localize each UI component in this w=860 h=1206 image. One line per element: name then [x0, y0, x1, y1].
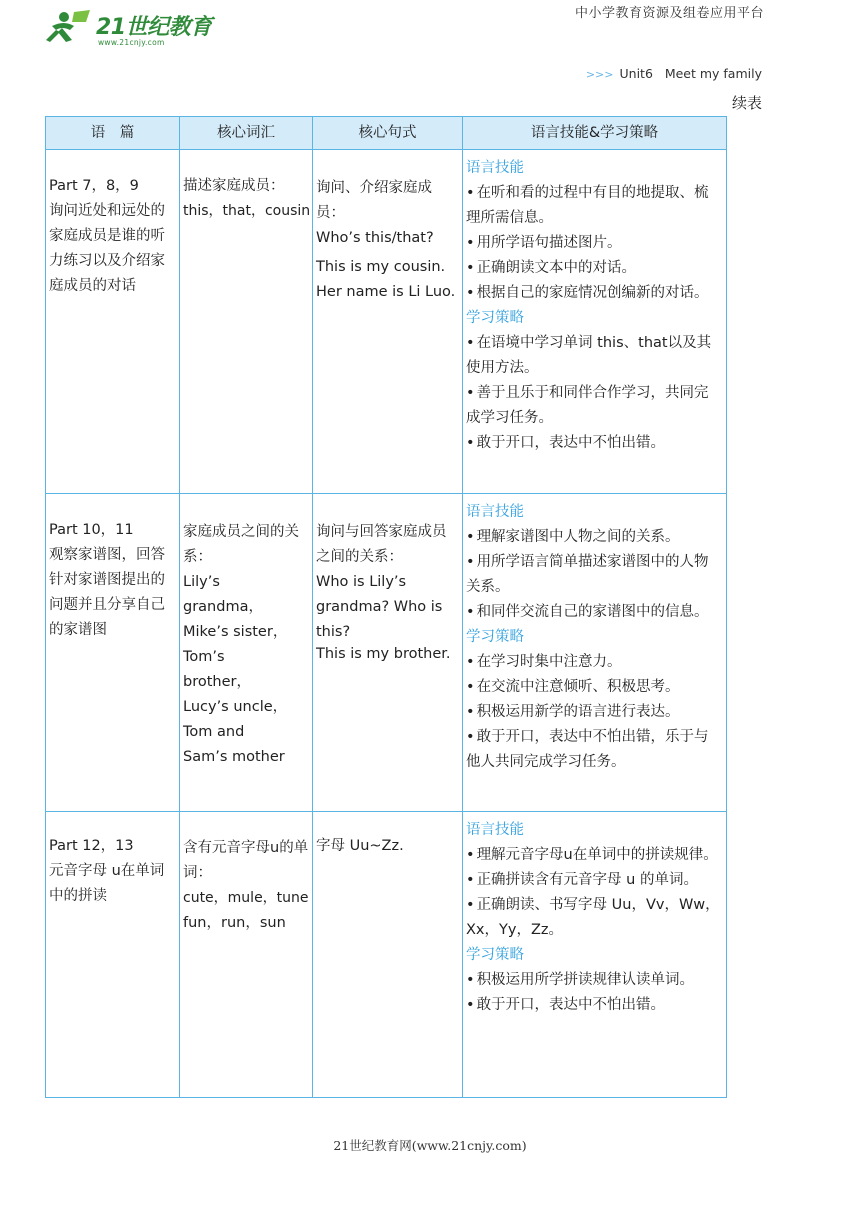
part-label: Part 12，13 — [49, 838, 134, 854]
passage-desc: 询问近处和远处的家庭成员是谁的听力练习以及介绍家庭成员的对话 — [49, 203, 165, 294]
passage-desc: 元音字母 u在单词中的拼读 — [49, 863, 165, 904]
skills-heading: 语言技能 — [466, 504, 524, 520]
passage-cell — [46, 150, 180, 494]
strategy-heading: 学习策略 — [466, 310, 524, 326]
passage-cell — [46, 812, 180, 1098]
skill-item: • 根据自己的家庭情况创编新的对话。 — [466, 281, 723, 306]
curriculum-table — [45, 116, 727, 1098]
strategy-item: • 在交流中注意倾听、积极思考。 — [466, 675, 723, 700]
strategy-item: • 敢于开口，表达中不怕出错，乐于与他人共同完成学习任务。 — [466, 725, 723, 775]
vocab-line: brother， — [183, 674, 251, 690]
strategy-item: • 敢于开口，表达中不怕出错。 — [466, 993, 723, 1018]
vocab-line: Tom and — [183, 724, 245, 740]
skill-item: • 正确朗读、书写字母 Uu，Vv，Ww，Xx，Yy，Zz。 — [466, 893, 723, 943]
vocab-line: Mike’s sister， — [183, 624, 288, 640]
skill-item: • 理解元音字母u在单词中的拼读规律。 — [466, 843, 723, 868]
strategy-item: • 积极运用所学拼读规律认读单词。 — [466, 968, 723, 993]
sentence-cell — [313, 150, 463, 494]
sentence-line: 询问、介绍家庭成员： — [316, 180, 432, 221]
skill-item: • 正确拼读含有元音字母 u 的单词。 — [466, 868, 723, 893]
vocab-line: Lily’s — [183, 574, 220, 590]
arrows-icon: >>> — [585, 68, 614, 81]
part-label: Part 10，11 — [49, 522, 134, 538]
vocab-line: fun，run，sun — [183, 915, 286, 931]
skills-heading: 语言技能 — [466, 822, 524, 838]
vocab-line: Lucy’s uncle， — [183, 699, 288, 715]
skills-cell — [463, 812, 727, 1098]
continued-label: 续表 — [731, 94, 762, 112]
vocab-cell — [180, 150, 313, 494]
sentence-cell — [313, 812, 463, 1098]
runner-logo-icon — [44, 8, 94, 48]
strategy-heading: 学习策略 — [466, 947, 524, 963]
vocab-line: 家庭成员之间的关系： — [183, 524, 299, 565]
table-row — [46, 150, 727, 494]
strategy-item: • 善于且乐于和同伴合作学习，共同完成学习任务。 — [466, 381, 723, 431]
table-row — [46, 494, 727, 812]
logo-url: www.21cnjy.com — [98, 38, 165, 47]
header-skills: 语言技能&学习策略 — [463, 117, 727, 150]
unit-line — [586, 66, 762, 81]
header-vocab: 核心词汇 — [180, 117, 313, 150]
skills-cell — [463, 494, 727, 812]
logo-text: 21世纪教育 — [96, 15, 212, 40]
sentence-line: Who’s this/that? — [316, 230, 434, 246]
skills-heading: 语言技能 — [466, 160, 524, 176]
vocab-line: Tom’s — [183, 649, 225, 665]
vocab-line: 含有元音字母u的单词： — [183, 840, 309, 881]
skills-cell — [463, 150, 727, 494]
strategy-item: • 积极运用新学的语言进行表达。 — [466, 700, 723, 725]
sentence-line: Who is Lily’s grandma? Who is this? — [316, 574, 443, 640]
passage-desc: 观察家谱图，回答针对家谱图提出的问题并且分享自己的家谱图 — [49, 547, 165, 638]
skill-item: • 在听和看的过程中有目的地提取、梳理所需信息。 — [466, 181, 723, 231]
logo — [44, 8, 214, 52]
footer-source: 21世纪教育网(www.21cnjy.com) — [333, 1138, 527, 1153]
vocab-line: this，that，cousin — [183, 203, 311, 219]
table-row — [46, 812, 727, 1098]
sentence-cell — [313, 494, 463, 812]
vocab-line: Sam’s mother — [183, 749, 285, 765]
vocab-cell — [180, 812, 313, 1098]
vocab-line: grandma， — [183, 599, 263, 615]
skill-item: • 正确朗读文本中的对话。 — [466, 256, 723, 281]
vocab-cell — [180, 494, 313, 812]
skill-item: • 用所学语句描述图片。 — [466, 231, 723, 256]
skill-item: • 理解家谱图中人物之间的关系。 — [466, 525, 723, 550]
table-header-row — [46, 117, 727, 150]
header-sentences: 核心句式 — [313, 117, 463, 150]
strategy-item: • 在语境中学习单词 this、that以及其使用方法。 — [466, 331, 723, 381]
sentence-line: This is my cousin. Her name is Li Luo. — [316, 259, 456, 300]
vocab-line: 描述家庭成员： — [183, 178, 285, 194]
sentence-line: 字母 Uu~Zz. — [316, 838, 404, 854]
skill-item: • 和同伴交流自己的家谱图中的信息。 — [466, 600, 723, 625]
skill-item: • 用所学语言简单描述家谱图中的人物关系。 — [466, 550, 723, 600]
sentence-line: 询问与回答家庭成员之间的关系： — [316, 524, 447, 565]
sentence-line: This is my brother. — [316, 646, 451, 662]
part-label: Part 7，8，9 — [49, 178, 139, 194]
strategy-heading: 学习策略 — [466, 629, 524, 645]
platform-title: 中小学教育资源及组卷应用平台 — [574, 6, 764, 21]
header-passage: 语 篇 — [46, 117, 180, 150]
strategy-item: • 在学习时集中注意力。 — [466, 650, 723, 675]
unit-title: Unit6 Meet my family — [619, 66, 762, 81]
vocab-line: cute，mule，tune — [183, 890, 309, 906]
passage-cell — [46, 494, 180, 812]
strategy-item: • 敢于开口，表达中不怕出错。 — [466, 431, 723, 456]
